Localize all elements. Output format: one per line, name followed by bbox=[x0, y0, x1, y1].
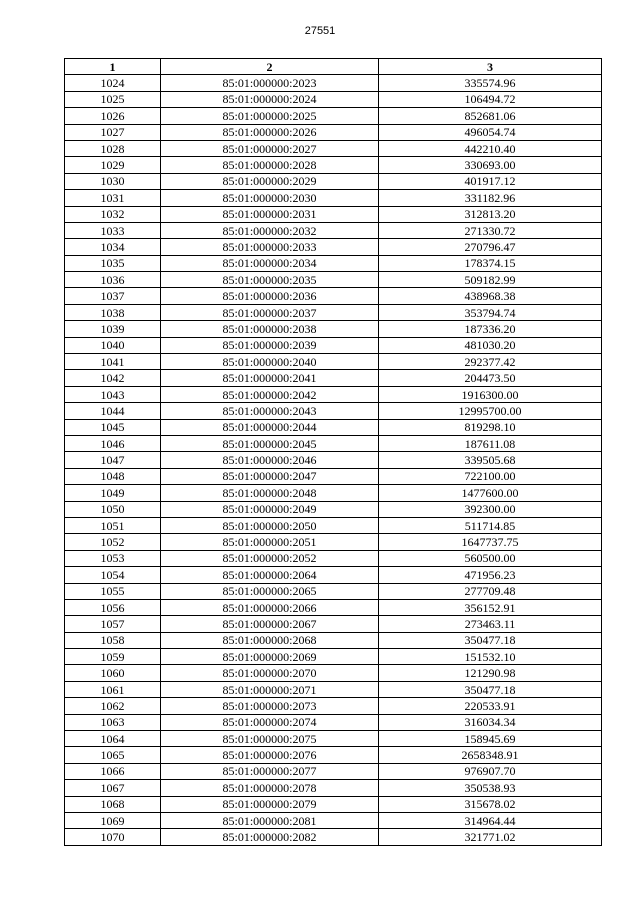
table-row bbox=[65, 599, 602, 615]
table-row bbox=[65, 255, 602, 271]
value-cell: 187611.08 bbox=[379, 435, 602, 451]
value-cell: 976907.70 bbox=[379, 763, 602, 779]
cadastral-number-cell: 85:01:000000:2048 bbox=[161, 485, 379, 501]
row-number-cell: 1045 bbox=[65, 419, 161, 435]
table-row bbox=[65, 304, 602, 320]
value-cell: 509182.99 bbox=[379, 272, 602, 288]
table-row bbox=[65, 731, 602, 747]
row-number-cell: 1059 bbox=[65, 649, 161, 665]
row-number-cell: 1060 bbox=[65, 665, 161, 681]
cadastral-number-cell: 85:01:000000:2077 bbox=[161, 763, 379, 779]
cadastral-number-cell: 85:01:000000:2081 bbox=[161, 812, 379, 828]
value-cell: 331182.96 bbox=[379, 190, 602, 206]
cadastral-number-cell: 85:01:000000:2046 bbox=[161, 452, 379, 468]
cadastral-number-cell: 85:01:000000:2078 bbox=[161, 780, 379, 796]
table-row bbox=[65, 567, 602, 583]
value-cell: 471956.23 bbox=[379, 567, 602, 583]
value-cell: 356152.91 bbox=[379, 599, 602, 615]
table-row bbox=[65, 272, 602, 288]
cadastral-number-cell: 85:01:000000:2079 bbox=[161, 796, 379, 812]
row-number-cell: 1024 bbox=[65, 75, 161, 91]
row-number-cell: 1031 bbox=[65, 190, 161, 206]
value-cell: 178374.15 bbox=[379, 255, 602, 271]
value-cell: 277709.48 bbox=[379, 583, 602, 599]
value-cell: 314964.44 bbox=[379, 812, 602, 828]
row-number-cell: 1066 bbox=[65, 763, 161, 779]
table-row bbox=[65, 173, 602, 189]
cadastral-number-cell: 85:01:000000:2040 bbox=[161, 354, 379, 370]
data-table bbox=[64, 58, 602, 846]
cadastral-number-cell: 85:01:000000:2076 bbox=[161, 747, 379, 763]
cadastral-number-cell: 85:01:000000:2041 bbox=[161, 370, 379, 386]
table-row bbox=[65, 452, 602, 468]
cadastral-number-cell: 85:01:000000:2033 bbox=[161, 239, 379, 255]
value-cell: 270796.47 bbox=[379, 239, 602, 255]
value-cell: 852681.06 bbox=[379, 108, 602, 124]
cadastral-number-cell: 85:01:000000:2050 bbox=[161, 517, 379, 533]
cadastral-number-cell: 85:01:000000:2034 bbox=[161, 255, 379, 271]
row-number-cell: 1044 bbox=[65, 403, 161, 419]
table-row bbox=[65, 386, 602, 402]
table-header bbox=[65, 59, 602, 75]
cadastral-number-cell: 85:01:000000:2052 bbox=[161, 550, 379, 566]
value-cell: 392300.00 bbox=[379, 501, 602, 517]
value-cell: 330693.00 bbox=[379, 157, 602, 173]
value-cell: 353794.74 bbox=[379, 304, 602, 320]
value-cell: 220533.91 bbox=[379, 698, 602, 714]
table-row bbox=[65, 288, 602, 304]
cadastral-number-cell: 85:01:000000:2071 bbox=[161, 681, 379, 697]
value-cell: 819298.10 bbox=[379, 419, 602, 435]
value-cell: 121290.98 bbox=[379, 665, 602, 681]
cadastral-number-cell: 85:01:000000:2032 bbox=[161, 222, 379, 238]
cadastral-number-cell: 85:01:000000:2024 bbox=[161, 91, 379, 107]
column-header-1: 1 bbox=[65, 59, 161, 75]
cadastral-number-cell: 85:01:000000:2070 bbox=[161, 665, 379, 681]
cadastral-number-cell: 85:01:000000:2067 bbox=[161, 616, 379, 632]
column-header-3: 3 bbox=[379, 59, 602, 75]
value-cell: 1477600.00 bbox=[379, 485, 602, 501]
row-number-cell: 1061 bbox=[65, 681, 161, 697]
value-cell: 151532.10 bbox=[379, 649, 602, 665]
row-number-cell: 1052 bbox=[65, 534, 161, 550]
table-row bbox=[65, 681, 602, 697]
cadastral-number-cell: 85:01:000000:2037 bbox=[161, 304, 379, 320]
value-cell: 350477.18 bbox=[379, 681, 602, 697]
table-row bbox=[65, 419, 602, 435]
cadastral-number-cell: 85:01:000000:2035 bbox=[161, 272, 379, 288]
table-row bbox=[65, 485, 602, 501]
row-number-cell: 1058 bbox=[65, 632, 161, 648]
table-row bbox=[65, 321, 602, 337]
column-header-2: 2 bbox=[161, 59, 379, 75]
table-row bbox=[65, 108, 602, 124]
cadastral-number-cell: 85:01:000000:2039 bbox=[161, 337, 379, 353]
value-cell: 339505.68 bbox=[379, 452, 602, 468]
value-cell: 106494.72 bbox=[379, 91, 602, 107]
cadastral-number-cell: 85:01:000000:2044 bbox=[161, 419, 379, 435]
cadastral-number-cell: 85:01:000000:2027 bbox=[161, 140, 379, 156]
cadastral-number-cell: 85:01:000000:2049 bbox=[161, 501, 379, 517]
table-row bbox=[65, 714, 602, 730]
row-number-cell: 1042 bbox=[65, 370, 161, 386]
cadastral-number-cell: 85:01:000000:2068 bbox=[161, 632, 379, 648]
row-number-cell: 1056 bbox=[65, 599, 161, 615]
table-row bbox=[65, 140, 602, 156]
row-number-cell: 1062 bbox=[65, 698, 161, 714]
cadastral-number-cell: 85:01:000000:2038 bbox=[161, 321, 379, 337]
table-row bbox=[65, 124, 602, 140]
table-row bbox=[65, 812, 602, 828]
row-number-cell: 1041 bbox=[65, 354, 161, 370]
row-number-cell: 1048 bbox=[65, 468, 161, 484]
cadastral-number-cell: 85:01:000000:2064 bbox=[161, 567, 379, 583]
cadastral-number-cell: 85:01:000000:2026 bbox=[161, 124, 379, 140]
row-number-cell: 1035 bbox=[65, 255, 161, 271]
row-number-cell: 1055 bbox=[65, 583, 161, 599]
table-row bbox=[65, 403, 602, 419]
cadastral-number-cell: 85:01:000000:2074 bbox=[161, 714, 379, 730]
table-row bbox=[65, 75, 602, 91]
table-row bbox=[65, 190, 602, 206]
row-number-cell: 1067 bbox=[65, 780, 161, 796]
row-number-cell: 1065 bbox=[65, 747, 161, 763]
value-cell: 722100.00 bbox=[379, 468, 602, 484]
table-row bbox=[65, 550, 602, 566]
table-row bbox=[65, 829, 602, 845]
cadastral-number-cell: 85:01:000000:2075 bbox=[161, 731, 379, 747]
value-cell: 187336.20 bbox=[379, 321, 602, 337]
row-number-cell: 1051 bbox=[65, 517, 161, 533]
row-number-cell: 1049 bbox=[65, 485, 161, 501]
cadastral-number-cell: 85:01:000000:2030 bbox=[161, 190, 379, 206]
table-row bbox=[65, 468, 602, 484]
row-number-cell: 1054 bbox=[65, 567, 161, 583]
table-row bbox=[65, 206, 602, 222]
row-number-cell: 1029 bbox=[65, 157, 161, 173]
table-row bbox=[65, 632, 602, 648]
table-row bbox=[65, 370, 602, 386]
table-row bbox=[65, 354, 602, 370]
table-row bbox=[65, 239, 602, 255]
row-number-cell: 1033 bbox=[65, 222, 161, 238]
row-number-cell: 1050 bbox=[65, 501, 161, 517]
row-number-cell: 1032 bbox=[65, 206, 161, 222]
value-cell: 158945.69 bbox=[379, 731, 602, 747]
row-number-cell: 1026 bbox=[65, 108, 161, 124]
cadastral-number-cell: 85:01:000000:2025 bbox=[161, 108, 379, 124]
cadastral-number-cell: 85:01:000000:2073 bbox=[161, 698, 379, 714]
value-cell: 1916300.00 bbox=[379, 386, 602, 402]
table-row bbox=[65, 747, 602, 763]
table-row bbox=[65, 517, 602, 533]
row-number-cell: 1027 bbox=[65, 124, 161, 140]
value-cell: 271330.72 bbox=[379, 222, 602, 238]
row-number-cell: 1037 bbox=[65, 288, 161, 304]
table-row bbox=[65, 796, 602, 812]
cadastral-number-cell: 85:01:000000:2045 bbox=[161, 435, 379, 451]
value-cell: 292377.42 bbox=[379, 354, 602, 370]
table-row bbox=[65, 337, 602, 353]
row-number-cell: 1028 bbox=[65, 140, 161, 156]
row-number-cell: 1030 bbox=[65, 173, 161, 189]
row-number-cell: 1069 bbox=[65, 812, 161, 828]
value-cell: 273463.11 bbox=[379, 616, 602, 632]
row-number-cell: 1040 bbox=[65, 337, 161, 353]
value-cell: 350477.18 bbox=[379, 632, 602, 648]
table-row bbox=[65, 665, 602, 681]
table-row bbox=[65, 157, 602, 173]
cadastral-number-cell: 85:01:000000:2047 bbox=[161, 468, 379, 484]
cadastral-number-cell: 85:01:000000:2065 bbox=[161, 583, 379, 599]
row-number-cell: 1046 bbox=[65, 435, 161, 451]
value-cell: 204473.50 bbox=[379, 370, 602, 386]
table-row bbox=[65, 583, 602, 599]
value-cell: 316034.34 bbox=[379, 714, 602, 730]
row-number-cell: 1053 bbox=[65, 550, 161, 566]
table-row bbox=[65, 698, 602, 714]
row-number-cell: 1047 bbox=[65, 452, 161, 468]
cadastral-number-cell: 85:01:000000:2082 bbox=[161, 829, 379, 845]
row-number-cell: 1039 bbox=[65, 321, 161, 337]
value-cell: 442210.40 bbox=[379, 140, 602, 156]
cadastral-number-cell: 85:01:000000:2036 bbox=[161, 288, 379, 304]
value-cell: 1647737.75 bbox=[379, 534, 602, 550]
table-row bbox=[65, 649, 602, 665]
cadastral-number-cell: 85:01:000000:2042 bbox=[161, 386, 379, 402]
row-number-cell: 1036 bbox=[65, 272, 161, 288]
table-row bbox=[65, 534, 602, 550]
table-row bbox=[65, 780, 602, 796]
cadastral-number-cell: 85:01:000000:2069 bbox=[161, 649, 379, 665]
table-row bbox=[65, 222, 602, 238]
row-number-cell: 1064 bbox=[65, 731, 161, 747]
row-number-cell: 1043 bbox=[65, 386, 161, 402]
cadastral-number-cell: 85:01:000000:2031 bbox=[161, 206, 379, 222]
table-row bbox=[65, 616, 602, 632]
row-number-cell: 1063 bbox=[65, 714, 161, 730]
value-cell: 312813.20 bbox=[379, 206, 602, 222]
table-row bbox=[65, 91, 602, 107]
cadastral-number-cell: 85:01:000000:2029 bbox=[161, 173, 379, 189]
cadastral-number-cell: 85:01:000000:2066 bbox=[161, 599, 379, 615]
row-number-cell: 1034 bbox=[65, 239, 161, 255]
row-number-cell: 1025 bbox=[65, 91, 161, 107]
value-cell: 481030.20 bbox=[379, 337, 602, 353]
value-cell: 560500.00 bbox=[379, 550, 602, 566]
table-row bbox=[65, 435, 602, 451]
value-cell: 315678.02 bbox=[379, 796, 602, 812]
row-number-cell: 1068 bbox=[65, 796, 161, 812]
table-row bbox=[65, 763, 602, 779]
row-number-cell: 1057 bbox=[65, 616, 161, 632]
table-body bbox=[65, 75, 602, 845]
value-cell: 401917.12 bbox=[379, 173, 602, 189]
table-row bbox=[65, 501, 602, 517]
value-cell: 350538.93 bbox=[379, 780, 602, 796]
value-cell: 496054.74 bbox=[379, 124, 602, 140]
cadastral-number-cell: 85:01:000000:2043 bbox=[161, 403, 379, 419]
value-cell: 335574.96 bbox=[379, 75, 602, 91]
cadastral-number-cell: 85:01:000000:2028 bbox=[161, 157, 379, 173]
page-number: 27551 bbox=[304, 25, 336, 37]
cadastral-number-cell: 85:01:000000:2051 bbox=[161, 534, 379, 550]
header-row bbox=[65, 59, 602, 75]
value-cell: 321771.02 bbox=[379, 829, 602, 845]
cadastral-number-cell: 85:01:000000:2023 bbox=[161, 75, 379, 91]
row-number-cell: 1038 bbox=[65, 304, 161, 320]
value-cell: 438968.38 bbox=[379, 288, 602, 304]
value-cell: 511714.85 bbox=[379, 517, 602, 533]
value-cell: 2658348.91 bbox=[379, 747, 602, 763]
row-number-cell: 1070 bbox=[65, 829, 161, 845]
value-cell: 12995700.00 bbox=[379, 403, 602, 419]
